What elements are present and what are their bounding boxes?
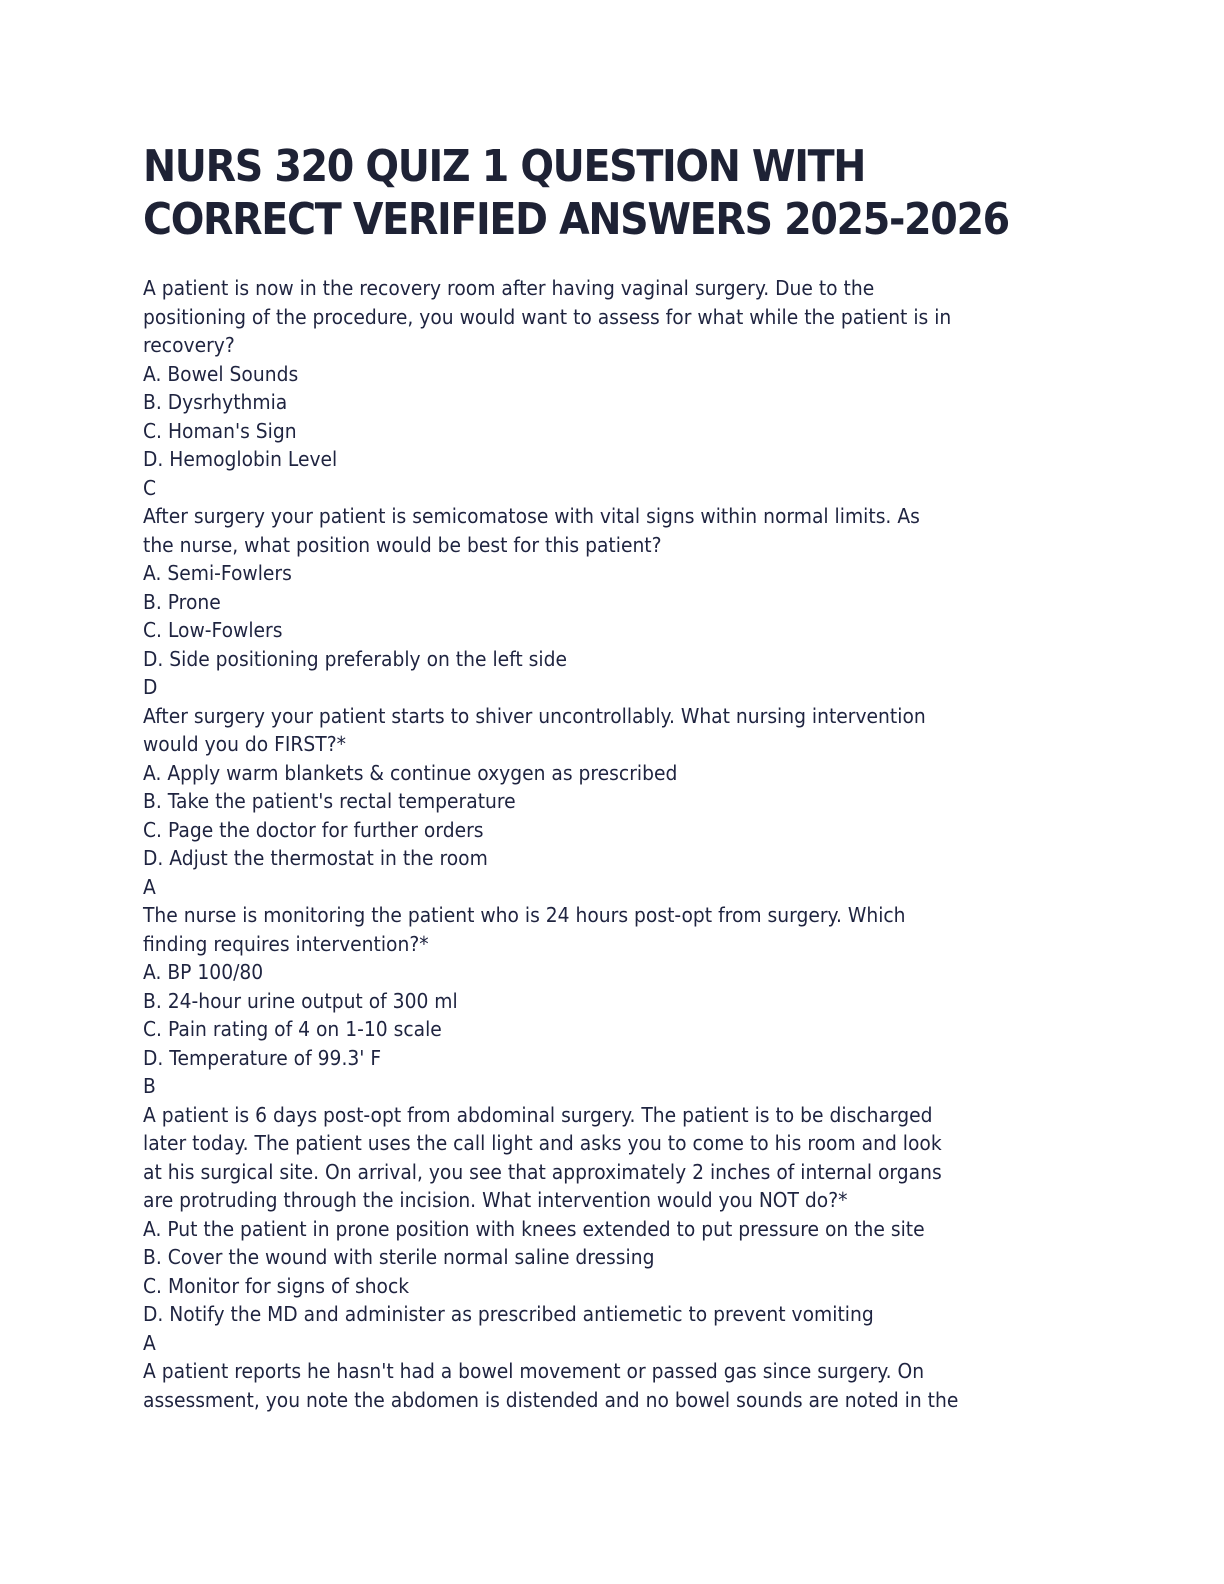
quiz-body [143,274,1087,1414]
question-stem-line: The nurse is monitoring the patient who is 24 hours post-opt from surgery. Which [143,903,906,927]
correct-answer: C [143,475,157,500]
question-stem-line: A patient is 6 days post-opt from abdominal surgery. The patient is to be discharged [143,1102,933,1127]
answer-option: C. Pain rating of 4 on 1-10 scale [143,1017,442,1041]
question-stem-line: later today. The patient uses the call light and asks you to come to his room and look [143,1131,942,1155]
answer-option: A. Semi-Fowlers [143,561,292,585]
question-stem-line: recovery? [143,333,235,357]
document-title [143,140,1079,246]
answer-option: B. 24-hour urine output of 300 ml [143,988,458,1013]
answer-option: A. Put the patient in prone position with knees extended to put pressure on the site [143,1216,925,1241]
answer-option: A. BP 100/80 [143,960,264,984]
question-stem-line: assessment, you note the abdomen is distended and no bowel sounds are noted in the [143,1387,959,1412]
title-line: CORRECT VERIFIED ANSWERS 2025-2026 [143,194,1009,245]
answer-option: C. Homan's Sign [143,418,297,443]
correct-answer: B [143,1074,156,1098]
question-stem-line: finding requires intervention?* [143,931,429,956]
answer-option: C. Low-Fowlers [143,618,283,642]
question-block [143,502,1087,702]
correct-answer: D [143,675,158,699]
document-page [143,140,1083,1414]
answer-option: A. Bowel Sounds [143,361,299,386]
answer-option: B. Cover the wound with sterile normal saline dressing [143,1245,655,1269]
question-stem-line: the nurse, what position would be best for this patient? [143,532,662,557]
question-stem-line: After surgery your patient starts to shiver uncontrollably. What nursing intervention [143,703,926,728]
question-stem-line: would you do FIRST?* [143,732,346,756]
title-line: NURS 320 QUIZ 1 QUESTION WITH [143,141,866,192]
question-stem-line: After surgery your patient is semicomatose with vital signs within normal limits. As [143,504,920,528]
answer-option: D. Notify the MD and administer as prescribed antiemetic to prevent vomiting [143,1302,874,1326]
answer-option: A. Apply warm blankets & continue oxygen as prescribed [143,760,678,785]
answer-option: C. Page the doctor for further orders [143,817,484,842]
question-block [143,702,1087,902]
answer-option: D. Adjust the thermostat in the room [143,846,488,870]
correct-answer: A [143,1330,156,1355]
correct-answer: A [143,874,156,899]
answer-option: B. Dysrhythmia [143,390,288,414]
question-block [143,901,1087,1101]
question-block [143,1357,1087,1414]
question-stem-line: A patient is now in the recovery room after having vaginal surgery. Due to the [143,276,875,300]
answer-option: B. Take the patient's rectal temperature [143,789,516,813]
question-stem-line: at his surgical site. On arrival, you see that approximately 2 inches of internal organs [143,1159,942,1184]
answer-option: D. Hemoglobin Level [143,447,338,471]
question-stem-line: positioning of the procedure, you would want to assess for what while the patient is in [143,304,952,329]
answer-option: D. Temperature of 99.3' F [143,1045,382,1070]
answer-option: D. Side positioning preferably on the left side [143,646,567,671]
question-block [143,274,1087,502]
answer-option: B. Prone [143,589,221,614]
question-stem-line: are protruding through the incision. What intervention would you NOT do?* [143,1188,848,1212]
question-stem-line: A patient reports he hasn't had a bowel movement or passed gas since surgery. On [143,1359,925,1383]
answer-option: C. Monitor for signs of shock [143,1273,410,1298]
question-block [143,1101,1087,1358]
